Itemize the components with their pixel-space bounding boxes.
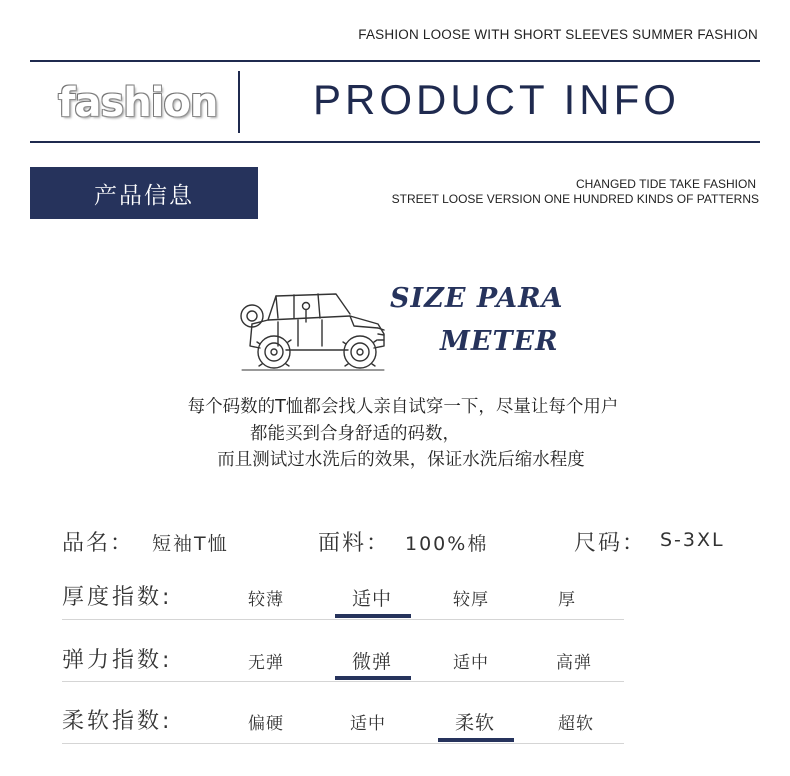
elasticity-option-1: 无弹 [248,653,284,673]
thickness-selected-indicator [335,614,411,618]
row-divider [62,743,624,744]
header-top-rule [30,60,760,62]
description-line-1: 每个码数的T恤都会找人亲自试穿一下，尽量让每个用户 [187,397,619,417]
section-subtitle-1: CHANGED TIDE TAKE FASHION [575,177,756,191]
softness-selected-indicator [438,738,514,742]
row-divider [62,681,624,682]
fabric-label: 面料： [318,531,391,556]
thickness-option-3: 较厚 [453,590,489,610]
fashion-logo: fashion [58,80,218,126]
softness-option-2: 适中 [350,714,386,734]
size-banner-line1: SIZE PARA [390,283,564,314]
section-badge: 产品信息 [30,167,258,219]
thickness-option-2: 适中 [352,588,393,610]
header-divider [238,71,240,133]
softness-option-3: 柔软 [455,712,496,734]
page-title: PRODUCT INFO [313,76,680,123]
elasticity-option-2: 微弹 [352,651,393,673]
size-value: S-3XL [660,529,725,551]
row-divider [62,619,624,620]
product-name-label: 品名： [62,531,135,556]
jeep-icon [238,280,388,378]
elasticity-index-label: 弹力指数: [62,648,173,673]
softness-option-4: 超软 [558,714,594,734]
description-line-3: 而且测试过水洗后的效果，保证水洗后缩水程度 [217,450,585,470]
product-name-value: 短袖T恤 [152,533,229,555]
description-line-2: 都能买到合身舒适的码数， [250,424,460,444]
softness-index-label: 柔软指数: [62,709,173,734]
elasticity-option-3: 适中 [453,653,489,673]
size-label: 尺码： [574,531,647,556]
thickness-option-4: 厚 [558,590,576,610]
header-bottom-rule [30,141,760,143]
softness-option-1: 偏硬 [248,714,284,734]
fabric-value: 100%棉 [405,533,489,555]
elasticity-selected-indicator [335,676,411,680]
thickness-index-label: 厚度指数: [62,585,173,610]
size-banner-line2: METER [440,326,559,357]
header-tagline: FASHION LOOSE WITH SHORT SLEEVES SUMMER FASHION [358,27,758,42]
elasticity-option-4: 高弹 [556,653,592,673]
thickness-option-1: 较薄 [248,590,284,610]
section-subtitle-2: STREET LOOSE VERSION ONE HUNDRED KINDS OF PATTERNS [391,192,759,206]
